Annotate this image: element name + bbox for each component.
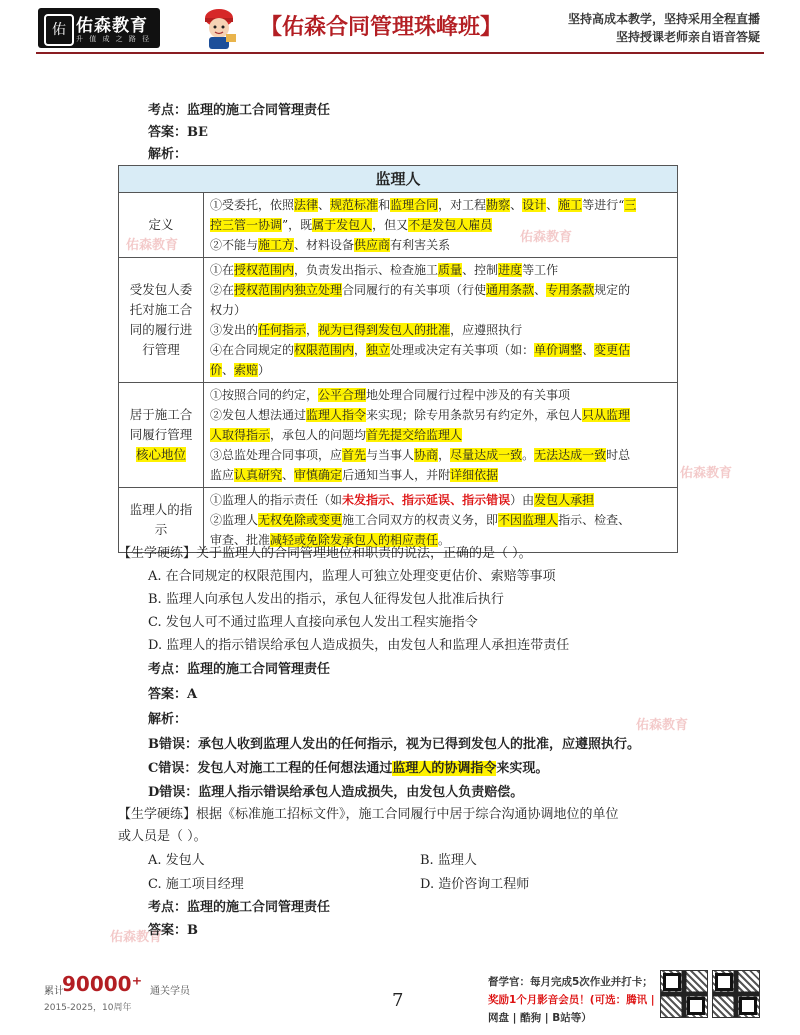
q2-analysis-label: 解析： — [148, 712, 188, 727]
highlight-text: 规范标准 — [330, 198, 379, 212]
header-divider — [36, 52, 764, 54]
highlight-text: 尽量达成一致 — [450, 448, 523, 462]
brand-logo — [38, 8, 160, 48]
detail-text: 有利害关系 — [390, 238, 451, 252]
detail-text: ） — [258, 363, 271, 377]
detail-text: ①在 — [210, 263, 235, 277]
detail-text: ②不能与 — [210, 238, 259, 252]
highlight-text: 独立 — [366, 343, 391, 357]
emphasis-text: 指示错误 — [462, 493, 511, 507]
q1-analysis-label: 解析： — [148, 147, 188, 162]
detail-text: 、材料设备 — [294, 238, 355, 252]
table-row — [119, 258, 678, 383]
qr-code-icon[interactable] — [712, 970, 760, 1018]
highlight-text: 施工 — [558, 198, 583, 212]
highlight-text: 设计 — [522, 198, 547, 212]
highlight-text: 发包人承担 — [534, 493, 595, 507]
detail-text: ④在合同规定的 — [210, 343, 295, 357]
highlight-text: 进度 — [498, 263, 523, 277]
detail-line — [210, 360, 671, 380]
highlight-text: 无法达成一致 — [534, 448, 607, 462]
student-count-prefix: 累计 — [44, 986, 64, 997]
row-label-line: 同的履行进 — [129, 322, 193, 337]
detail-text: 。 — [438, 533, 451, 547]
detail-text: 监应 — [210, 468, 235, 482]
highlight-text: 施工方 — [258, 238, 295, 252]
watermark: 佑森教育 — [126, 238, 179, 253]
detail-text: 和 — [378, 198, 391, 212]
q2-option-a: A. 在合同规定的权限范围内，监理人可独立处理变更估价、索赔等事项 — [148, 569, 556, 584]
page-footer — [0, 960, 800, 1035]
highlight-text: 无权免除或变更 — [258, 513, 343, 527]
watermark: 佑森教育 — [680, 466, 733, 481]
detail-text: 等工作 — [522, 263, 559, 277]
qr-code-icon[interactable] — [660, 970, 708, 1018]
highlight-text: 变更估 — [594, 343, 631, 357]
highlight-text: 索赔 — [234, 363, 259, 377]
detail-text: ①按照合同的约定， — [210, 388, 319, 402]
detail-text: ）由 — [510, 493, 535, 507]
highlight-text: 监理合同 — [390, 198, 439, 212]
detail-line — [210, 465, 671, 485]
detail-line — [210, 215, 671, 235]
logo-name: 佑森教育 — [76, 16, 148, 36]
watermark: 佑森教育 — [520, 230, 573, 245]
highlight-text: 认真研究 — [234, 468, 283, 482]
q3-option-b: B. 监理人 — [420, 853, 477, 868]
detail-text: ， — [354, 343, 367, 357]
slogan-line-2: 坚持授课老师亲自语音答疑 — [615, 30, 760, 44]
highlight-text: 通用条款 — [486, 283, 535, 297]
highlight-text: 授权范围内 — [234, 263, 295, 277]
table-row — [119, 488, 678, 553]
detail-text: ， — [306, 323, 319, 337]
student-count-suffix: 通关学员 — [150, 986, 190, 997]
row-label-line: 托对施工合 — [129, 302, 193, 317]
logo-subtitle: 升 值 成 之 路 径 — [76, 35, 152, 43]
mascot-icon — [196, 4, 242, 50]
detail-text: ①监理人的指示责任（如 — [210, 493, 343, 507]
table-row — [119, 383, 678, 488]
detail-line — [210, 235, 671, 255]
detail-text: 后通知当事人，并附 — [342, 468, 451, 482]
emphasis-text: 指示延误 — [402, 493, 451, 507]
emphasis-text: 未发指示 — [342, 493, 391, 507]
q3-option-a: A. 发包人 — [148, 853, 205, 868]
detail-text: ①受委托，依照 — [210, 198, 295, 212]
detail-text: ，但又 — [372, 218, 409, 232]
q3-stem-2: 或人员是（ ）。 — [118, 829, 207, 844]
highlight-text: 人取得指示 — [210, 428, 271, 442]
row-label-line: 居于施工合 — [129, 407, 193, 422]
q3-option-d: D. 造价咨询工程师 — [420, 877, 530, 892]
detail-text: ③发出的 — [210, 323, 259, 337]
row-label — [119, 193, 204, 258]
anniversary-text: 2015-2025，10周年 — [44, 1003, 132, 1013]
highlight-text: 法律 — [294, 198, 319, 212]
detail-text: 等进行“ — [582, 198, 625, 212]
detail-line — [210, 260, 671, 280]
detail-text: 、控制 — [462, 263, 499, 277]
detail-text: 处理或决定有关事项（如： — [390, 343, 535, 357]
row-label-line: 监理人的指 — [129, 502, 193, 517]
detail-text: 指示、检查、 — [558, 513, 631, 527]
highlight-text: 勘察 — [486, 198, 511, 212]
row-label — [119, 488, 204, 553]
row-detail — [204, 193, 678, 258]
q2-point: 考点：监理的施工合同管理责任 — [148, 662, 331, 677]
q1-point: 考点：监理的施工合同管理责任 — [148, 103, 331, 118]
highlight-text: 首先提交给监理人 — [366, 428, 463, 442]
detail-line — [210, 385, 671, 405]
q2-option-b: B. 监理人向承包人发出的指示，承包人征得发包人批准后执行 — [148, 592, 504, 607]
highlight-text: 授权范围内独立处理 — [234, 283, 343, 297]
row-detail — [204, 258, 678, 383]
q2-stem: 【生学硬练】关于监理人的合同管理地位和职责的说法，正确的是（ ）。 — [118, 546, 532, 561]
detail-text: ②监理人 — [210, 513, 259, 527]
watermark: 佑森教育 — [110, 930, 163, 945]
q2-option-d: D. 监理人的指示错误给承包人造成损失，由发包人和监理人承担连带责任 — [148, 638, 570, 653]
detail-text: ”，既 — [282, 218, 313, 232]
row-label-line: 同履行管理 — [129, 427, 193, 442]
highlight-text: 公平合理 — [318, 388, 367, 402]
q2-answer: 答案：A — [148, 687, 198, 702]
detail-text: 来实现；除专用条款另有约定外，承包人 — [366, 408, 583, 422]
row-label — [119, 383, 204, 488]
q2-option-c: C. 发包人可不通过监理人直接向承包人发出工程实施指令 — [148, 615, 478, 630]
emphasis-text: 、 — [390, 493, 403, 507]
detail-text: ，负责发出指示、检查施工 — [294, 263, 439, 277]
detail-text: 与当事人 — [366, 448, 415, 462]
detail-text: ，承包人的问题均 — [270, 428, 367, 442]
supervisor-table — [118, 165, 678, 553]
header-title: 【佑森合同管理珠峰班】 — [260, 15, 503, 40]
highlight-text: 单价调整 — [534, 343, 583, 357]
detail-text: 审查、批准 — [210, 533, 271, 547]
detail-text: 、 — [510, 198, 523, 212]
highlight-text: 不因监理人 — [498, 513, 559, 527]
detail-line — [210, 280, 671, 300]
q2-analysis-b: B错误：承包人收到监理人发出的任何指示，视为已得到发包人的批准，应遵照执行。 — [148, 737, 640, 752]
row-label-line: 受发包人委 — [129, 282, 193, 297]
detail-line — [210, 195, 671, 215]
detail-text: 地处理合同履行过程中涉及的有关事项 — [366, 388, 571, 402]
q2-analysis-d: D错误：监理人指示错误给承包人造成损失，由发包人负责赔偿。 — [148, 785, 524, 800]
promo-line-2: 奖励1个月影音会员！(可选：腾讯 | — [488, 994, 655, 1006]
detail-text: 、 — [546, 198, 559, 212]
highlight-text: 详细依据 — [450, 468, 499, 482]
detail-line — [210, 425, 671, 445]
detail-text: ②在 — [210, 283, 235, 297]
page-number: 7 — [392, 990, 404, 1011]
row-detail — [204, 383, 678, 488]
q1-answer: 答案：BE — [148, 125, 208, 140]
highlight-text: 权限范围内 — [294, 343, 355, 357]
detail-line — [210, 340, 671, 360]
detail-text: ，应遵照执行 — [450, 323, 523, 337]
highlight-text: 质量 — [438, 263, 463, 277]
detail-line — [210, 490, 671, 510]
table-header: 监理人 — [119, 166, 678, 193]
student-count: 90000⁺ — [62, 972, 143, 996]
q2-analysis-c: C错误：发包人对施工工程的任何想法通过监理人的协调指令来实现。 — [148, 761, 549, 776]
highlight-text: 任何指示 — [258, 323, 307, 337]
highlight-text: 不是发包人雇员 — [408, 218, 493, 232]
row-label-line: 定义 — [148, 217, 174, 232]
q3-option-c: C. 施工项目经理 — [148, 877, 244, 892]
watermark: 佑森教育 — [636, 718, 689, 733]
highlight-text: 首先 — [342, 448, 367, 462]
row-detail — [204, 488, 678, 553]
highlight-text: 只从监理 — [582, 408, 631, 422]
detail-text: 、 — [534, 283, 547, 297]
row-label-line: 行管理 — [142, 342, 180, 357]
detail-text: 。 — [522, 448, 535, 462]
logo-mark: 佑 — [44, 14, 74, 46]
highlight-text: 减轻或免除发承包人的相应责任 — [270, 533, 439, 547]
promo-line-3: 网盘 | 酷狗 | B站等） — [488, 1012, 592, 1024]
row-label — [119, 258, 204, 383]
detail-text: ②发包人想法通过 — [210, 408, 307, 422]
highlight-text: 三 — [624, 198, 637, 212]
detail-text: ，对工程 — [438, 198, 487, 212]
highlight-text: 审慎确定 — [294, 468, 343, 482]
detail-text: 规定的 — [594, 283, 631, 297]
detail-text: ， — [438, 448, 451, 462]
highlight-text: 价 — [210, 363, 223, 377]
q3-answer: 答案：B — [148, 923, 199, 938]
highlight-text: 属于发包人 — [312, 218, 373, 232]
detail-line — [210, 510, 671, 530]
detail-text: 、 — [282, 468, 295, 482]
row-label-line: 核心地位 — [135, 447, 186, 462]
highlight-text: 协商 — [414, 448, 439, 462]
detail-text: 施工合同双方的权责义务，即 — [342, 513, 499, 527]
detail-text: 权力） — [210, 303, 247, 317]
highlight-text: 监理人指令 — [306, 408, 367, 422]
detail-text: 、 — [318, 198, 331, 212]
table-row — [119, 193, 678, 258]
highlight-text: 供应商 — [354, 238, 391, 252]
promo-line-1: 督学官：每月完成5次作业并打卡； — [488, 976, 653, 988]
highlight-text: 视为已得到发包人的批准 — [318, 323, 451, 337]
row-label-line: 示 — [154, 522, 168, 537]
q3-stem-1: 【生学硬练】根据《标准施工招标文件》，施工合同履行中居于综合沟通协调地位的单位 — [118, 807, 619, 822]
page-header — [0, 0, 800, 52]
detail-line — [210, 300, 671, 320]
detail-text: 时总 — [606, 448, 631, 462]
emphasis-text: 、 — [450, 493, 463, 507]
highlight-text: 控三管一协调 — [210, 218, 283, 232]
detail-text: 、 — [582, 343, 595, 357]
detail-text: ③总监处理合同事项，应 — [210, 448, 343, 462]
slogan-line-1: 坚持高成本教学，坚持采用全程直播 — [567, 12, 760, 26]
q3-point: 考点：监理的施工合同管理责任 — [148, 900, 331, 915]
detail-line — [210, 445, 671, 465]
detail-line — [210, 320, 671, 340]
detail-text: 、 — [222, 363, 235, 377]
detail-text: 合同履行的有关事项（行使 — [342, 283, 487, 297]
highlight-text: 专用条款 — [546, 283, 595, 297]
detail-line — [210, 405, 671, 425]
